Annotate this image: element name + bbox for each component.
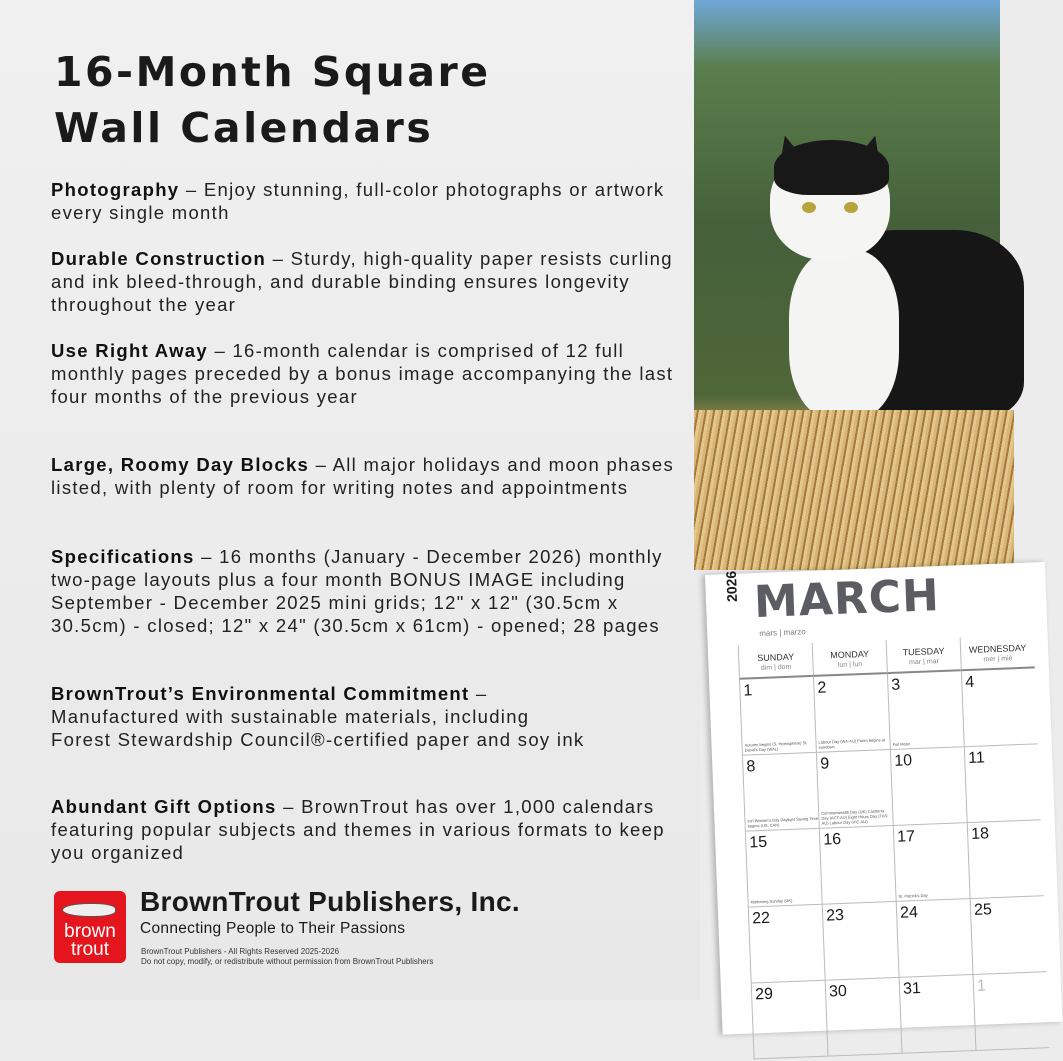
day-cell xyxy=(970,896,1047,975)
calendar-month-translations: mars | marzo xyxy=(759,627,806,638)
day-number: 1 xyxy=(743,682,753,700)
holiday-note: Full Moon xyxy=(892,741,911,747)
calendar-year: 2026 xyxy=(722,570,741,603)
day-number: 11 xyxy=(967,749,986,768)
day-cell xyxy=(893,823,970,902)
day-header: SUNDAY dim | dom xyxy=(738,643,813,680)
holiday-note: Labour Day (WA-AU) Purim begins at sundown xyxy=(818,737,886,750)
feature-use-right-away: Use Right Away – 16-month calendar is comprised of 12 full monthly pages preceded by a bonus image accompanying the last four months of the previous year xyxy=(51,340,674,407)
day-number: 25 xyxy=(973,901,993,919)
day-number: 22 xyxy=(751,909,771,928)
day-cell xyxy=(739,677,816,756)
browntrout-logo: brown trout xyxy=(54,891,126,963)
day-number: 24 xyxy=(899,904,919,922)
day-cell xyxy=(745,829,822,908)
day-cell xyxy=(961,668,1038,747)
day-number: 2 xyxy=(817,679,827,697)
copyright: BrownTrout Publishers - All Rights Reserved 2025-2026 xyxy=(141,947,340,956)
day-header: TUESDAY mar | mar xyxy=(886,637,961,674)
feature-day-blocks: Large, Roomy Day Blocks – All major holidays and moon phases listed, with plenty of room for writing notes and appointments xyxy=(51,454,674,498)
day-cell xyxy=(964,744,1041,823)
day-cell xyxy=(887,671,964,750)
day-cell xyxy=(816,750,893,829)
holiday-note: Int'l Women's Day Daylight Saving Time begins (US, CAN) xyxy=(747,815,819,829)
day-number: 16 xyxy=(822,830,842,849)
day-cell xyxy=(890,747,967,826)
day-number: 23 xyxy=(825,906,845,925)
day-cell xyxy=(967,820,1044,899)
day-cell xyxy=(813,674,890,753)
day-cell xyxy=(751,981,828,1060)
day-number: 15 xyxy=(748,833,768,852)
holiday-note: Autumn begins (S. Hemisphere) St. David's Day (WAL) xyxy=(744,740,808,753)
holiday-note: Mothering Sunday (UK) xyxy=(750,897,793,905)
feature-gift-options: Abundant Gift Options – BrownTrout has over 1,000 calendars featuring popular subjects and themes in various formats to keep you organized xyxy=(51,796,665,863)
day-number: 29 xyxy=(754,985,774,1004)
day-cell xyxy=(748,905,825,984)
publisher-name: BrownTrout Publishers, Inc. xyxy=(140,886,520,917)
day-header: WEDNESDAY mer | mié xyxy=(960,634,1035,671)
calendar-grid xyxy=(738,634,1050,1059)
day-cell xyxy=(742,753,819,832)
feature-durable-construction: Durable Construction – Sturdy, high-quality paper resists curling and ink bleed-through, and durable binding ensures longevity throughout the year xyxy=(51,248,673,315)
notice: Do not copy, modify, or redistribute without permission from BrownTrout Publishers xyxy=(141,957,434,966)
calendar-page xyxy=(705,562,1062,1035)
day-cell xyxy=(899,975,976,1054)
day-number: 31 xyxy=(902,980,922,998)
calendar-month: MARCH xyxy=(753,570,941,629)
day-cell xyxy=(825,978,902,1057)
day-cell xyxy=(896,899,973,978)
day-number: 8 xyxy=(746,758,756,776)
holiday-note: St. Patrick's Day xyxy=(898,892,928,899)
feature-environmental: BrownTrout’s Environmental Commitment – Manufactured with sustainable materials, including Forest Stewardship Council®-certified paper and soy ink xyxy=(51,683,585,750)
day-number: 17 xyxy=(896,828,916,846)
day-cell xyxy=(822,902,899,981)
day-number: 30 xyxy=(828,982,848,1001)
trout-icon xyxy=(62,903,116,917)
day-number: 10 xyxy=(893,752,913,770)
day-number: 1 xyxy=(976,977,987,995)
day-cell xyxy=(973,972,1050,1051)
feature-photography: Photography – Enjoy stunning, full-color photographs or artwork every single month xyxy=(51,179,665,223)
day-number: 4 xyxy=(964,673,975,692)
page-title: 16-Month Square Wall Calendars xyxy=(54,48,491,152)
day-number: 18 xyxy=(970,825,990,843)
day-cell xyxy=(819,826,896,905)
cat-photo xyxy=(694,0,1000,565)
feature-specifications: Specifications – 16 months (January - December 2026) monthly two-page layouts plus a four month BONUS IMAGE including September - December 2025 mini grids; 12" x 12" (30.5cm x 30.5cm) - closed; 12" x 24" (30.5cm x 61cm) - opened; 28 pages xyxy=(51,546,663,636)
day-number: 9 xyxy=(820,755,830,773)
tagline: Connecting People to Their Passions xyxy=(140,920,406,937)
holiday-note: Commonwealth Day (UK) Canberra Day (ACT-AU) Eight Hours Day (TAS-AU) Labour Day (VIC-AU) xyxy=(821,808,889,826)
day-number: 3 xyxy=(891,676,901,694)
day-header: MONDAY lun | lun xyxy=(812,640,887,677)
